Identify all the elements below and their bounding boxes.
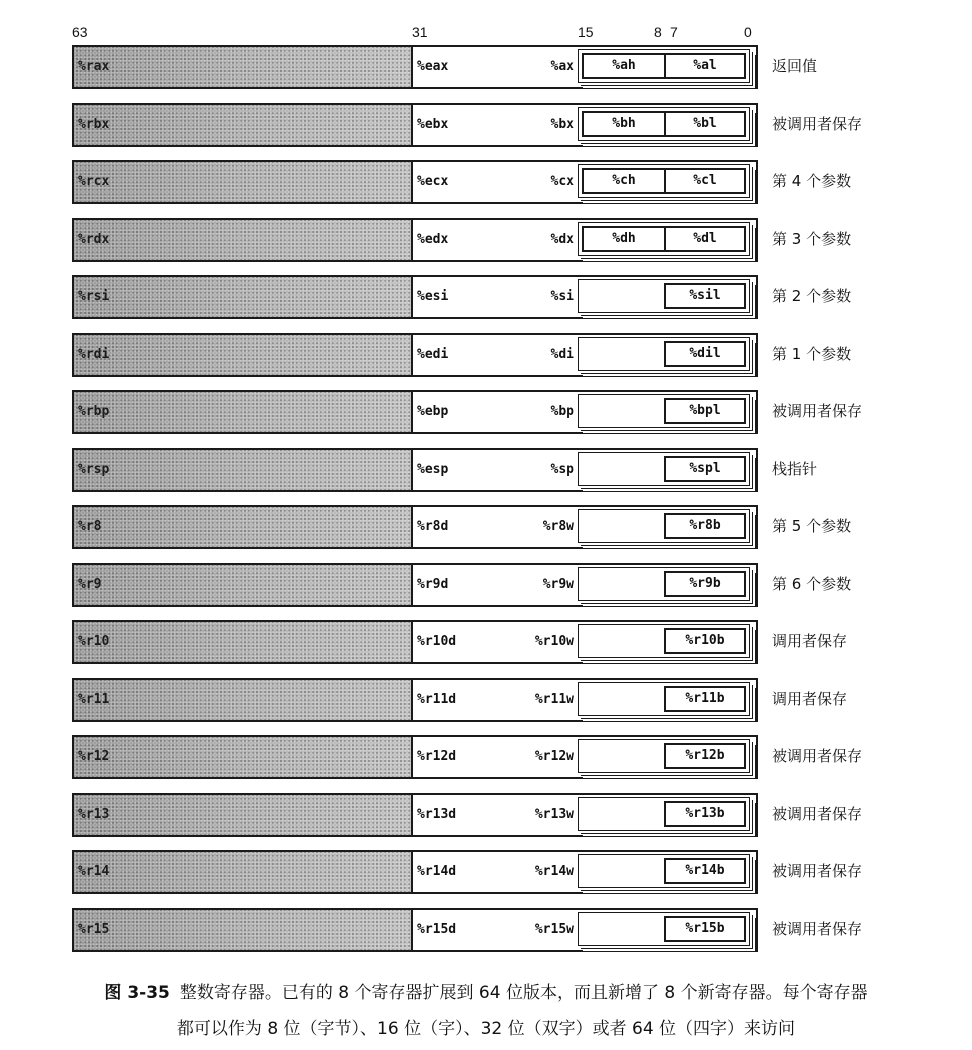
- reg64-block: [72, 850, 415, 894]
- reg64-block: [72, 103, 415, 147]
- register-usage-label: 第 5 个参数: [772, 517, 852, 535]
- register-usage-label: 第 1 个参数: [772, 345, 852, 363]
- reg32-block: [411, 563, 758, 607]
- reg16-label: %r12w: [534, 749, 574, 764]
- reg32-block: [411, 850, 758, 894]
- register-usage-label: 第 6 个参数: [772, 575, 852, 593]
- register-row: [72, 620, 848, 664]
- reg16-label: %r13w: [534, 807, 574, 822]
- reg16-block: [578, 624, 750, 658]
- reg64-block: [72, 45, 415, 89]
- reg64-label: %rsi: [78, 289, 110, 304]
- reg16-label: %sp: [550, 462, 574, 477]
- reg16-block: [578, 567, 750, 601]
- register-usage-label: 第 4 个参数: [772, 172, 852, 190]
- reg64-label: %rbp: [78, 404, 110, 419]
- register-usage-label: 第 2 个参数: [772, 287, 852, 305]
- figure-caption-line1: [0, 978, 972, 1003]
- reg8-low-box: %r12b: [664, 743, 746, 769]
- reg8-low-box: %cl: [664, 168, 746, 194]
- reg64-label: %r11: [78, 692, 110, 707]
- register-usage-label: 调用者保存: [772, 690, 848, 708]
- reg64-block: [72, 793, 415, 837]
- reg16-block: [578, 739, 750, 773]
- reg64-block: [72, 735, 415, 779]
- reg16-label: %si: [550, 289, 574, 304]
- reg8-low-box: %r15b: [664, 916, 746, 942]
- register-usage-label: 调用者保存: [772, 632, 848, 650]
- reg32-label: %r9d: [417, 577, 449, 592]
- reg16-block: [578, 797, 750, 831]
- reg64-block: [72, 620, 415, 664]
- reg8-low-box: %r9b: [664, 571, 746, 597]
- reg16-label: %bx: [550, 117, 574, 132]
- reg16-block: [578, 107, 750, 141]
- reg16-label: %bp: [550, 404, 574, 419]
- caption-text-1: 整数寄存器。已有的 8 个寄存器扩展到 64 位版本，而且新增了 8 个新寄存器。每个寄存器: [179, 983, 868, 1003]
- reg16-label: %r14w: [534, 864, 574, 879]
- reg32-label: %ebx: [417, 117, 449, 132]
- reg8-low-box: %sil: [664, 283, 746, 309]
- reg32-label: %r10d: [417, 634, 457, 649]
- caption-text-2: 都可以作为 8 位（字节）、16 位（字）、32 位（双字）或者 64 位（四字）来访问: [176, 1019, 796, 1039]
- bit-label-0: 0: [744, 24, 752, 40]
- reg16-label: %r15w: [534, 922, 574, 937]
- reg8-low-box: %spl: [664, 456, 746, 482]
- reg32-label: %r14d: [417, 864, 457, 879]
- reg32-block: [411, 908, 758, 952]
- reg16-block: [578, 854, 750, 888]
- reg8-low-box: %r13b: [664, 801, 746, 827]
- reg32-block: [411, 620, 758, 664]
- register-row: [72, 793, 863, 837]
- reg16-label: %r11w: [534, 692, 574, 707]
- reg16-block: [578, 452, 750, 486]
- reg16-label: %dx: [550, 232, 574, 247]
- register-row: [72, 45, 818, 89]
- register-row: [72, 448, 818, 492]
- register-row: [72, 103, 863, 147]
- reg32-block: [411, 448, 758, 492]
- bit-label-7: 7: [670, 24, 678, 40]
- reg64-label: %r15: [78, 922, 110, 937]
- reg8-high-box: %ch: [582, 168, 666, 194]
- reg16-label: %cx: [550, 174, 574, 189]
- register-usage-label: 被调用者保存: [772, 805, 863, 823]
- register-row: [72, 505, 852, 549]
- reg64-block: [72, 390, 415, 434]
- reg32-block: [411, 103, 758, 147]
- register-usage-label: 被调用者保存: [772, 747, 863, 765]
- register-row: [72, 563, 852, 607]
- register-row: [72, 678, 848, 722]
- figure-caption-line2: [0, 1014, 972, 1039]
- reg32-label: %r11d: [417, 692, 457, 707]
- reg32-block: [411, 275, 758, 319]
- reg32-block: [411, 505, 758, 549]
- reg32-label: %edi: [417, 347, 449, 362]
- bit-label-15: 15: [578, 24, 594, 40]
- reg32-label: %esi: [417, 289, 449, 304]
- reg16-label: %ax: [550, 59, 574, 74]
- reg32-label: %r12d: [417, 749, 457, 764]
- reg8-high-box: %dh: [582, 226, 666, 252]
- reg32-block: [411, 333, 758, 377]
- reg64-label: %rdi: [78, 347, 110, 362]
- reg64-block: [72, 505, 415, 549]
- reg32-label: %ecx: [417, 174, 449, 189]
- register-usage-label: 被调用者保存: [772, 402, 863, 420]
- reg8-low-box: %r10b: [664, 628, 746, 654]
- reg64-block: [72, 563, 415, 607]
- reg32-label: %r13d: [417, 807, 457, 822]
- reg8-low-box: %bl: [664, 111, 746, 137]
- reg16-block: [578, 337, 750, 371]
- register-row: [72, 850, 863, 894]
- reg64-label: %rcx: [78, 174, 110, 189]
- reg16-block: [578, 49, 750, 83]
- reg16-label: %r9w: [542, 577, 574, 592]
- reg8-low-box: %r14b: [664, 858, 746, 884]
- reg64-block: [72, 275, 415, 319]
- reg32-label: %ebp: [417, 404, 449, 419]
- reg16-block: [578, 279, 750, 313]
- reg32-block: [411, 390, 758, 434]
- reg64-label: %r12: [78, 749, 110, 764]
- reg8-high-box: %ah: [582, 53, 666, 79]
- reg64-label: %r13: [78, 807, 110, 822]
- reg64-label: %rdx: [78, 232, 110, 247]
- reg64-label: %r8: [78, 519, 102, 534]
- reg64-label: %rbx: [78, 117, 110, 132]
- reg16-label: %r8w: [542, 519, 574, 534]
- reg32-label: %eax: [417, 59, 449, 74]
- register-usage-label: 被调用者保存: [772, 862, 863, 880]
- reg16-block: [578, 394, 750, 428]
- register-usage-label: 返回值: [772, 57, 818, 75]
- register-usage-label: 栈指针: [772, 460, 818, 478]
- reg32-label: %esp: [417, 462, 449, 477]
- register-usage-label: 第 3 个参数: [772, 230, 852, 248]
- reg64-label: %r14: [78, 864, 110, 879]
- reg64-block: [72, 448, 415, 492]
- reg32-block: [411, 45, 758, 89]
- reg64-label: %rax: [78, 59, 110, 74]
- reg8-low-box: %r11b: [664, 686, 746, 712]
- reg64-block: [72, 218, 415, 262]
- reg32-block: [411, 793, 758, 837]
- reg8-low-box: %dil: [664, 341, 746, 367]
- reg16-block: [578, 682, 750, 716]
- reg16-block: [578, 164, 750, 198]
- reg64-block: [72, 678, 415, 722]
- reg32-block: [411, 218, 758, 262]
- register-usage-label: 被调用者保存: [772, 920, 863, 938]
- register-row: [72, 275, 852, 319]
- register-row: [72, 333, 852, 377]
- reg8-low-box: %dl: [664, 226, 746, 252]
- register-row: [72, 908, 863, 952]
- bit-label-8: 8: [654, 24, 662, 40]
- reg32-block: [411, 678, 758, 722]
- reg32-label: %r15d: [417, 922, 457, 937]
- bit-label-63: 63: [72, 24, 88, 40]
- register-usage-label: 被调用者保存: [772, 115, 863, 133]
- reg16-label: %r10w: [534, 634, 574, 649]
- reg16-label: %di: [550, 347, 574, 362]
- bit-label-31: 31: [412, 24, 428, 40]
- register-row: [72, 218, 852, 262]
- reg16-block: [578, 509, 750, 543]
- reg16-block: [578, 222, 750, 256]
- reg64-label: %rsp: [78, 462, 110, 477]
- reg64-label: %r10: [78, 634, 110, 649]
- reg8-low-box: %bpl: [664, 398, 746, 424]
- reg8-low-box: %r8b: [664, 513, 746, 539]
- register-row: [72, 390, 863, 434]
- figure-number: 图 3-35: [104, 983, 170, 1003]
- reg32-label: %r8d: [417, 519, 449, 534]
- reg32-block: [411, 160, 758, 204]
- register-row: [72, 160, 852, 204]
- reg64-label: %r9: [78, 577, 102, 592]
- reg8-high-box: %bh: [582, 111, 666, 137]
- reg8-low-box: %al: [664, 53, 746, 79]
- register-row: [72, 735, 863, 779]
- reg16-block: [578, 912, 750, 946]
- reg64-block: [72, 160, 415, 204]
- reg32-block: [411, 735, 758, 779]
- reg64-block: [72, 908, 415, 952]
- reg32-label: %edx: [417, 232, 449, 247]
- reg64-block: [72, 333, 415, 377]
